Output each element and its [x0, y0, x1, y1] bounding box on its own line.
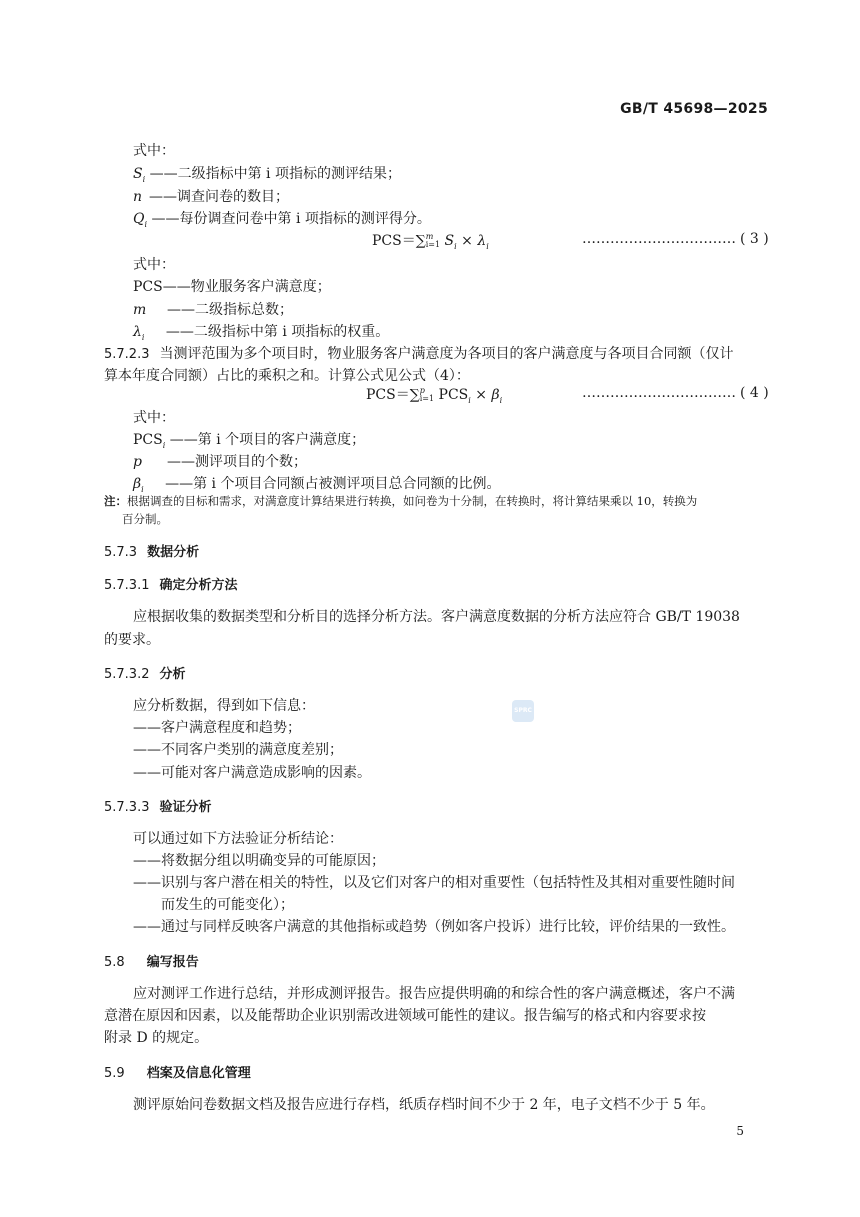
paragraph: 应分析数据，得到如下信息： — [133, 698, 315, 714]
paragraph: 意潜在原因和因素，以及能帮助企业识别需改进领域可能性的建议。报告编写的格式和内容要求按 — [104, 1008, 706, 1024]
where-label: 式中： — [133, 257, 175, 273]
list-item: ——不同客户类别的满意度差别； — [133, 742, 343, 758]
paragraph: 应根据收集的数据类型和分析目的选择分析方法。客户满意度数据的分析方法应符合 GB/T 19038 — [133, 609, 740, 625]
definition-row: $Q_i$ ——每份调查问卷中第 i 项指标的测评得分。 — [133, 211, 431, 229]
definition-row: PCS——物业服务客户满意度； — [133, 279, 331, 295]
definition-row: p ——测评项目的个数； — [133, 454, 307, 470]
paragraph: 的要求。 — [104, 632, 160, 648]
page-number: 5 — [736, 1124, 744, 1138]
formula-3-leader: …………………………… ( 3 ) — [582, 231, 769, 247]
section-heading-5-7-3-2: 5.7.3.2 分析 — [104, 667, 186, 682]
formula-4: PCS＝∑ p i=1 $PCS_i \times \beta_i$ — [366, 386, 503, 405]
paragraph: 可以通过如下方法验证分析结论： — [133, 831, 343, 847]
clause-5-7-2-3: 5.7.2.3 当测评范围为多个项目时，物业服务客户满意度为各项目的客户满意度与各项目合同额（仅计 — [104, 346, 734, 362]
definition-row: m ——二级指标总数； — [133, 302, 293, 318]
note: 注：根据调查的目标和需求，对满意度计算结果进行转换，如问卷为十分制，在转换时，将计算结果乘以 10，转换为 百分制。 — [104, 494, 698, 526]
definition-row: $\beta_i$ ——第 i 个项目合同额占被测评项目总合同额的比例。 — [133, 476, 501, 494]
definition-row: n ——调查问卷的数目； — [133, 189, 289, 205]
paragraph: 应对测评工作进行总结，并形成测评报告。报告应提供明确的和综合性的客户满意概述，客户不满 — [133, 986, 735, 1002]
section-heading-5-8: 5.8 编写报告 — [104, 955, 199, 970]
formula-3: PCS＝∑ m i=1 $S_i \times \lambda_i$ — [372, 232, 489, 251]
section-heading-5-9: 5.9 档案及信息化管理 — [104, 1066, 251, 1081]
clause-5-7-2-3-cont: 算本年度合同额）占比的乘积之和。计算公式见公式（4）： — [104, 368, 470, 384]
paragraph: 测评原始问卷数据文档及报告应进行存档，纸质存档时间不少于 2 年，电子文档不少于 5 年。 — [133, 1097, 715, 1113]
where-label: 式中： — [133, 143, 175, 159]
section-heading-5-7-3: 5.7.3 数据分析 — [104, 545, 200, 560]
list-item: ——将数据分组以明确变异的可能原因； — [133, 853, 385, 869]
list-item: ——可能对客户满意造成影响的因素。 — [133, 765, 371, 781]
section-heading-5-7-3-3: 5.7.3.3 验证分析 — [104, 800, 212, 815]
formula-4-leader: …………………………… ( 4 ) — [582, 385, 769, 401]
list-item: ——识别与客户潜在相关的特性，以及它们对客户的相对重要性（包括特性及其相对重要性随时间 — [133, 875, 735, 891]
list-item: ——客户满意程度和趋势； — [133, 720, 301, 736]
definition-row: $PCS_i$ ——第 i 个项目的客户满意度； — [133, 432, 366, 450]
standard-number: GB/T 45698—2025 — [620, 101, 768, 117]
list-item-cont: 而发生的可能变化）； — [161, 897, 294, 913]
section-heading-5-7-3-1: 5.7.3.1 确定分析方法 — [104, 578, 238, 593]
definition-row: $\lambda_i$ ——二级指标中第 i 项指标的权重。 — [133, 324, 390, 342]
watermark-logo: SPRC — [512, 700, 534, 722]
definition-row: $S_i$ ——二级指标中第 i 项指标的测评结果； — [133, 166, 401, 184]
where-label: 式中： — [133, 410, 175, 426]
paragraph: 附录 D 的规定。 — [104, 1030, 209, 1046]
list-item: ——通过与同样反映客户满意的其他指标或趋势（例如客户投诉）进行比较，评价结果的一致性。 — [133, 919, 735, 935]
